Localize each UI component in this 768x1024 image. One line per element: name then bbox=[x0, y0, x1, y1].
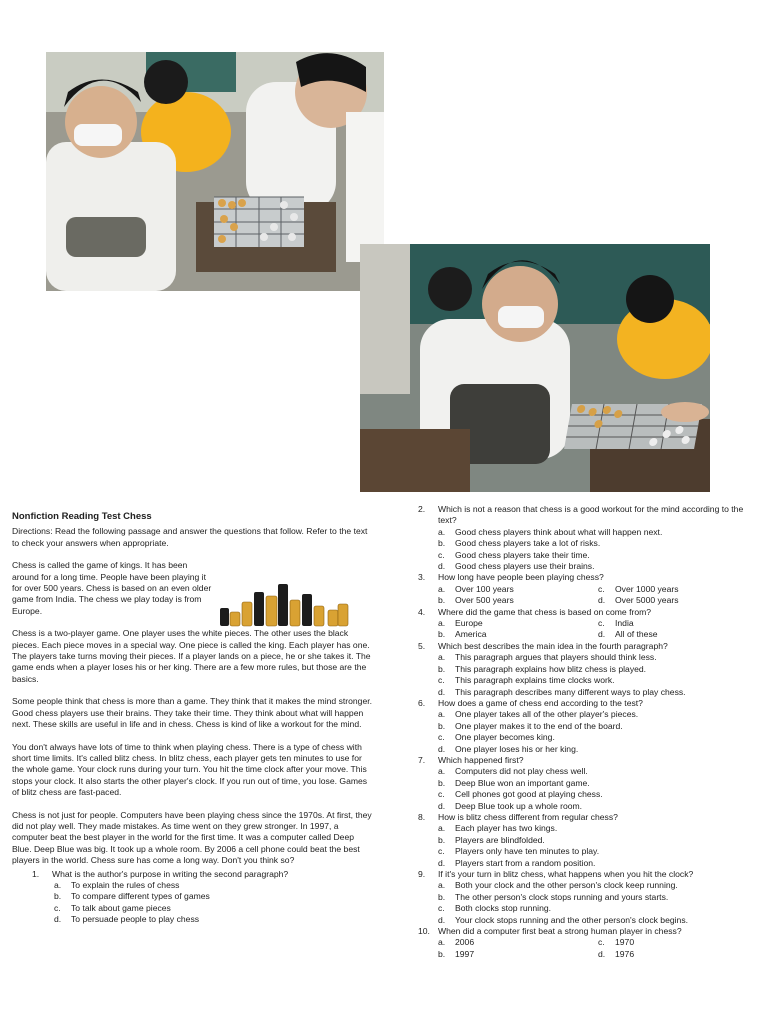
option-letter: d. bbox=[438, 857, 446, 868]
option-text: To talk about game pieces bbox=[71, 902, 171, 913]
option-letter: c. bbox=[54, 902, 61, 913]
question-number: 2. bbox=[418, 504, 426, 514]
option-letter: c. bbox=[438, 846, 445, 857]
option-letter: b. bbox=[438, 777, 446, 788]
passage-paragraph-4: You don't always have lots of time to think when playing chess. There is a type of chess with short time limits. It's called blitz chess. In blitz chess, each player gets ten minutes to use for the whole game. Your clock runs during your turn. You hit the time clock after your move. This stops your clock. It also starts the other player's clock. If you run out of time, you lose. Games of blitz chess are fast-paced. bbox=[12, 741, 368, 798]
option-letter: d. bbox=[54, 914, 62, 925]
question-5 bbox=[418, 641, 758, 698]
option-text: Cell phones got good at playing chess. bbox=[455, 789, 603, 800]
question-number: 8. bbox=[418, 811, 426, 822]
classroom-chess-photo-2 bbox=[360, 244, 710, 492]
option-text: The other person's clock stops running and yours starts. bbox=[455, 891, 669, 902]
option-text: Both your clock and the other person's clock keep running. bbox=[455, 880, 678, 891]
option-letter: c. bbox=[438, 549, 445, 560]
option-letter: d. bbox=[598, 595, 606, 606]
option-text: 1976 bbox=[615, 948, 635, 959]
question-9 bbox=[418, 869, 758, 926]
option-text: To explain the rules of chess bbox=[71, 879, 180, 890]
option-letter: a. bbox=[438, 766, 446, 777]
option-text: All of these bbox=[615, 629, 658, 640]
option-text: Europe bbox=[455, 618, 483, 629]
option-letter: c. bbox=[598, 937, 605, 948]
question-text: Which happened first? bbox=[438, 754, 524, 765]
option-letter: c. bbox=[438, 789, 445, 800]
question-number: 3. bbox=[418, 572, 426, 583]
question-8 bbox=[418, 812, 758, 869]
question-text: What is the author's purpose in writing the second paragraph? bbox=[52, 868, 289, 879]
option-letter: b. bbox=[438, 948, 446, 959]
option-letter: d. bbox=[598, 948, 606, 959]
option-text: Computers did not play chess well. bbox=[455, 766, 588, 777]
option-letter: c. bbox=[438, 732, 445, 743]
option-letter: d. bbox=[438, 743, 446, 754]
passage-paragraph-2: Chess is a two-player game. One player uses the white pieces. The other uses the black pieces. Each piece moves in a special way. One piece is called the king. Each player has one. The players take turns moving their pieces. If a player lands on a piece, he or she takes it. The game ends when a player loses his or her king. There are a few more rules, but those are the basics. bbox=[12, 628, 371, 684]
option-text: America bbox=[455, 629, 487, 640]
option-text: This paragraph explains time clocks work. bbox=[455, 675, 615, 686]
question-7 bbox=[418, 755, 758, 812]
directions: Directions: Read the following passage and answer the questions that follow. Refer to the text to check your answers when appropriate. bbox=[12, 526, 368, 548]
option-letter: a. bbox=[438, 526, 446, 537]
question-1 bbox=[12, 869, 374, 926]
option-letter: b. bbox=[438, 538, 446, 549]
option-letter: a. bbox=[54, 879, 62, 890]
option-letter: c. bbox=[438, 675, 445, 686]
option-text: Good chess players take their time. bbox=[455, 549, 590, 560]
option-text: India bbox=[615, 618, 634, 629]
option-letter: c. bbox=[598, 583, 605, 594]
question-number: 4. bbox=[418, 606, 426, 617]
option-text: To compare different types of games bbox=[71, 891, 210, 902]
option-text: This paragraph explains how blitz chess is played. bbox=[455, 663, 647, 674]
option-letter: a. bbox=[438, 880, 446, 891]
passage-paragraph-3: Some people think that chess is more than a game. They think that it makes the mind stronger. Good chess players use their brains. They take their time. They think about what will happen next. These skills are useful in life and in chess. Chess is kind of like a workout for the mind. bbox=[12, 696, 373, 730]
option-text: 1997 bbox=[455, 948, 475, 959]
option-text: Good chess players use their brains. bbox=[455, 561, 595, 572]
reading-passage-column bbox=[12, 504, 374, 926]
option-letter: b. bbox=[438, 834, 446, 845]
question-4 bbox=[418, 607, 758, 641]
option-letter: d. bbox=[438, 686, 446, 697]
option-letter: a. bbox=[438, 823, 446, 834]
option-letter: a. bbox=[438, 709, 446, 720]
option-text: Over 1000 years bbox=[615, 583, 679, 594]
question-text: How is blitz chess different from regular chess? bbox=[438, 811, 618, 822]
question-6 bbox=[418, 698, 758, 755]
question-3 bbox=[418, 572, 758, 606]
question-number: 9. bbox=[418, 869, 426, 879]
question-number: 7. bbox=[418, 754, 426, 765]
classroom-chess-photo-1 bbox=[46, 52, 384, 291]
option-text: Players are blindfolded. bbox=[455, 834, 545, 845]
option-letter: b. bbox=[438, 663, 446, 674]
passage-paragraph-1: Chess is called the game of kings. It has been around for a long time. People have been playing it for over 500 years. Chess is based on an even older game from India. The chess we play today is from Europe. bbox=[12, 560, 212, 616]
option-text: Good chess players think about what will happen next. bbox=[455, 526, 663, 537]
option-text: 2006 bbox=[455, 937, 475, 948]
option-letter: b. bbox=[54, 891, 62, 902]
option-letter: d. bbox=[438, 561, 446, 572]
passage-paragraph-5: Chess is not just for people. Computers have been playing chess since the 1970s. At first, they did not play well. They made mistakes. As time went on they grew stronger. In 1997, a computer beat the best player in the world for the first time. It was a computer called Deep Blue. Deep Blue was big. It took up a whole room. By 2006 a cell phone could beat the best players in the world. Chess sure has come a long way. Don't you think so? bbox=[12, 809, 372, 866]
question-number: 6. bbox=[418, 697, 426, 708]
option-letter: c. bbox=[438, 903, 445, 914]
question-text: Which best describes the main idea in the fourth paragraph? bbox=[438, 640, 668, 651]
option-text: 1970 bbox=[615, 937, 635, 948]
chess-pieces-illustration bbox=[218, 580, 352, 630]
option-letter: c. bbox=[598, 618, 605, 629]
option-text: This paragraph describes many different ways to play chess. bbox=[455, 686, 686, 697]
question-text: How does a game of chess end according to the test? bbox=[438, 697, 643, 708]
option-letter: b. bbox=[438, 595, 446, 606]
question-number: 5. bbox=[418, 640, 426, 651]
option-text: Players only have ten minutes to play. bbox=[455, 846, 600, 857]
question-2 bbox=[418, 504, 758, 572]
option-text: To persuade people to play chess bbox=[71, 914, 200, 925]
option-letter: d. bbox=[438, 800, 446, 811]
option-letter: a. bbox=[438, 937, 446, 948]
question-10 bbox=[418, 926, 758, 960]
worksheet-title: Nonfiction Reading Test Chess bbox=[12, 511, 152, 522]
question-text: When did a computer first beat a strong human player in chess? bbox=[438, 926, 682, 937]
option-text: Good chess players take a lot of risks. bbox=[455, 538, 601, 549]
option-text: One player loses his or her king. bbox=[455, 743, 579, 754]
option-text: Deep Blue won an important game. bbox=[455, 777, 590, 788]
option-letter: d. bbox=[598, 629, 606, 640]
question-text: Where did the game that chess is based on come from? bbox=[438, 606, 652, 617]
option-letter: a. bbox=[438, 652, 446, 663]
option-letter: a. bbox=[438, 583, 446, 594]
worksheet bbox=[0, 504, 768, 1024]
option-letter: a. bbox=[438, 618, 446, 629]
option-text: One player takes all of the other player's pieces. bbox=[455, 709, 639, 720]
questions-column bbox=[418, 504, 758, 960]
option-letter: d. bbox=[438, 914, 446, 925]
option-text: Over 100 years bbox=[455, 583, 514, 594]
question-text: Which is not a reason that chess is a good workout for the mind according to the text? bbox=[438, 504, 744, 526]
option-text: Over 500 years bbox=[455, 595, 514, 606]
option-letter: b. bbox=[438, 720, 446, 731]
option-text: One player makes it to the end of the board. bbox=[455, 720, 623, 731]
option-text: Both clocks stop running. bbox=[455, 903, 552, 914]
option-text: Your clock stops running and the other person's clock begins. bbox=[455, 914, 689, 925]
option-letter: b. bbox=[438, 629, 446, 640]
question-text: If it's your turn in blitz chess, what happens when you hit the clock? bbox=[438, 869, 694, 879]
option-text: Over 5000 years bbox=[615, 595, 679, 606]
option-text: Each player has two kings. bbox=[455, 823, 558, 834]
option-letter: b. bbox=[438, 891, 446, 902]
option-text: One player becomes king. bbox=[455, 732, 555, 743]
question-number: 1. bbox=[32, 868, 40, 879]
question-number: 10. bbox=[418, 926, 430, 937]
question-text: How long have people been playing chess? bbox=[438, 572, 604, 583]
option-text: This paragraph argues that players should think less. bbox=[455, 652, 657, 663]
option-text: Players start from a random position. bbox=[455, 857, 596, 868]
option-text: Deep Blue took up a whole room. bbox=[455, 800, 583, 811]
